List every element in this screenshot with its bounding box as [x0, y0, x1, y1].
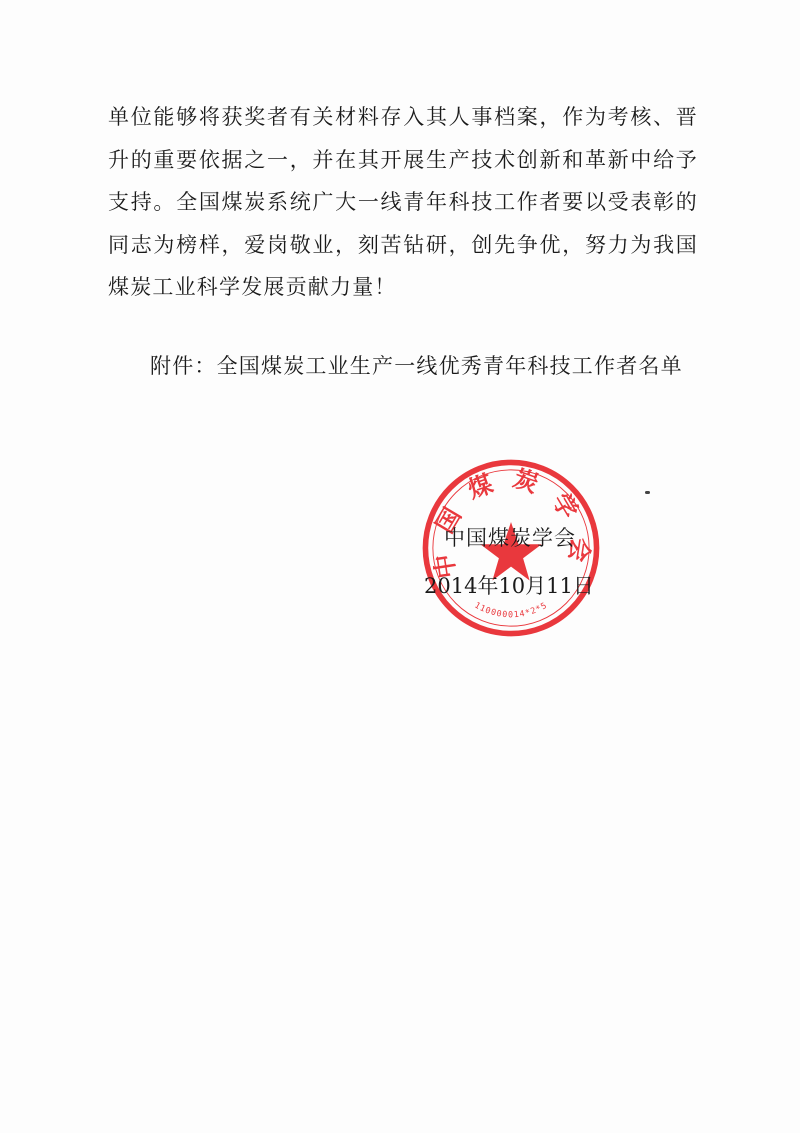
issuer-name: 中国煤炭学会: [444, 526, 576, 550]
svg-text:中国煤炭学会: 中国煤炭学会: [426, 463, 596, 581]
attachment-line: 附件：全国煤炭工业生产一线优秀青年科技工作者名单: [150, 354, 683, 378]
svg-text:110000014*2*5: 110000014*2*5: [473, 599, 549, 620]
issue-date: 2014年10月11日: [424, 574, 594, 598]
body-paragraph: 单位能够将获奖者有关材料存入其人事档案，作为考核、晋升的重要依据之一，并在其开展生产技术创新和革新中给予支持。全国煤炭系统广大一线青年科技工作者要以受表彰的同志为榜样，爱岗敬业，刻苦钻研，创先争优，努力为我国煤炭工业科学发展贡献力量！: [108, 105, 698, 299]
scan-speck: [645, 491, 650, 494]
